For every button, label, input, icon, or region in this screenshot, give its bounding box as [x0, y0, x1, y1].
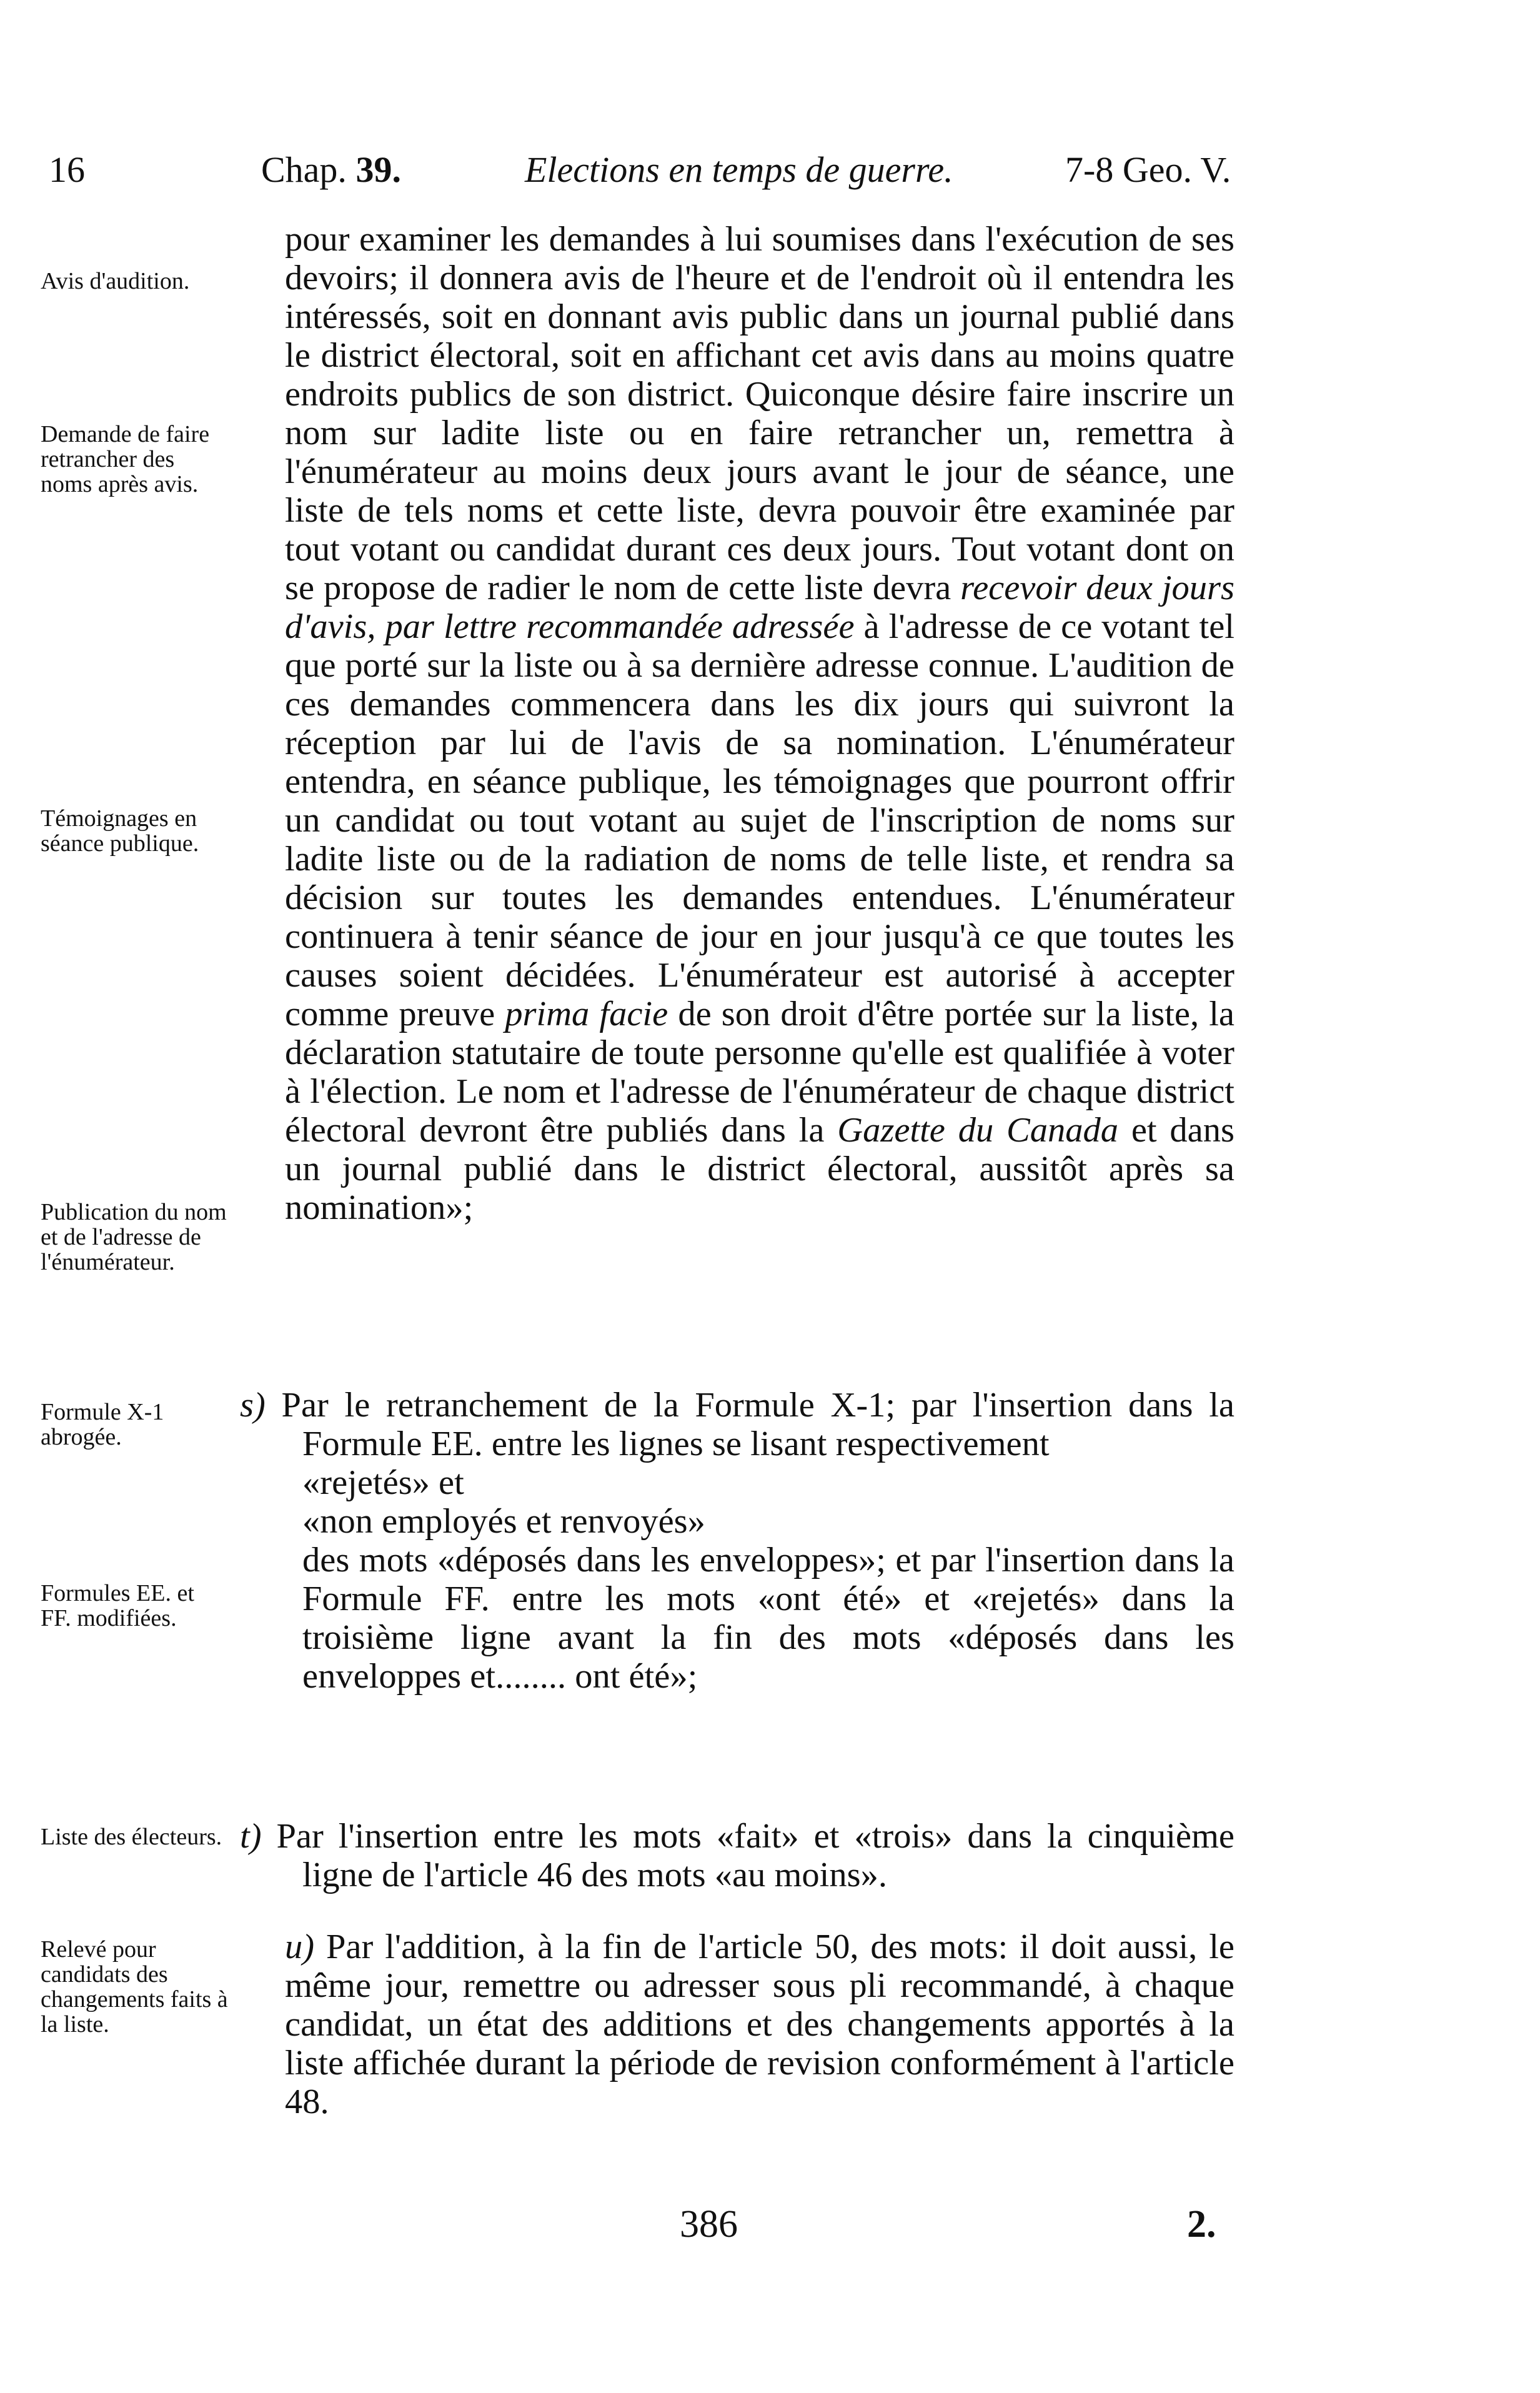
- clause-s-text: [222, 1386, 1234, 1463]
- clause-u: [222, 1928, 1234, 2121]
- clause-label: t): [240, 1817, 262, 1856]
- signature-mark: 2.: [1187, 2203, 1216, 2246]
- margin-note-avis: Avis d'audition.: [41, 268, 190, 294]
- text-run: Par le retranchement de la Formule X-1; par l'insertion dans la Formule EE. entre les lignes se lisant respectivement: [281, 1386, 1234, 1463]
- running-title: Elections en temps de guerre.: [525, 149, 953, 190]
- quote-line: «rejetés» et: [302, 1463, 464, 1502]
- page-number: 16: [49, 149, 85, 190]
- regnal-year-text: 7-8 Geo. V.: [1065, 149, 1231, 190]
- chapter-label: [261, 149, 401, 191]
- text-run: et dans un journal publié dans le district électoral, aussitôt après sa nomination»;: [285, 1111, 1234, 1227]
- clause-s-continuation: des mots «déposés dans les enveloppes»; et par l'insertion dans la Formule FF. entre les mots «ont été» et «rejetés» dans la troisième ligne avant la fin des mots «déposés dans les enveloppes et........ ont été»;: [302, 1541, 1234, 1696]
- text-run: pour examiner les demandes à lui soumises dans l'exécution de ses devoirs; il donnera avis de l'heure et de l'endroit où il entendra les intéressés, soit en donnant avis public dans un journal publié dans le district électoral, soit en affichant cet avis dans au moins quatre endroits publics de son district. Quiconque désire faire inscrire un nom sur ladite liste ou en faire retrancher un, remettra à l'énumérateur au moins deux jours avant le jour de séance, une liste de tels noms et cette liste, devra pouvoir être examinée par tout votant ou candidat durant ces deux jours. Tout votant dont on se propose de radier le nom de cette liste devra: [285, 220, 1234, 607]
- margin-note-demande: Demande de faire retrancher des noms après avis.: [41, 421, 210, 497]
- chapter-number: 39.: [355, 149, 401, 190]
- text-run: Par l'insertion entre les mots «fait» et «trois» dans la cinquième ligne de l'article 46 des mots «au moins».: [276, 1817, 1234, 1894]
- regnal-year: [1065, 149, 1231, 191]
- margin-note-publication: Publication du nom et de l'adresse de l'énumérateur.: [41, 1199, 227, 1275]
- text-run: Par l'addition, à la fin de l'article 50, des mots: il doit aussi, le même jour, remettre ou adresser sous pli recommandé, à chaque candidat, un état des additions et des changements apportés à la liste affichée durant la période de revision conformément à l'article 48.: [285, 1928, 1234, 2121]
- italic-run: prima facie: [505, 995, 668, 1033]
- margin-note-liste: Liste des électeurs.: [41, 1824, 222, 1850]
- paragraph-text: [222, 220, 1234, 1227]
- italic-run: recevoir deux jours d'avis, par lettre recommandée adressée: [285, 569, 1235, 646]
- margin-note-releve: Relevé pour candidats des changements faits à la liste.: [41, 1936, 228, 2037]
- clause-t-text: [222, 1817, 1234, 1894]
- margin-note-temoignages: Témoignages en séance publique.: [41, 805, 199, 857]
- margin-note-formule-x1: Formule X-1 abrogée.: [41, 1399, 164, 1450]
- chapter-prefix: Chap.: [261, 149, 356, 190]
- clause-label: s): [240, 1386, 266, 1425]
- quote-line: «non employés et renvoyés»: [302, 1502, 705, 1541]
- clause-u-text: [222, 1928, 1234, 2121]
- clause-label: u): [285, 1928, 315, 1966]
- italic-run: Gazette du Canada: [837, 1111, 1118, 1150]
- clause-s: [222, 1386, 1234, 1696]
- margin-note-formules-ee-ff: Formules EE. et FF. modifiées.: [41, 1580, 194, 1631]
- clause-t: [222, 1817, 1234, 1894]
- text-run: de son droit d'être portée sur la liste, la déclaration statutaire de toute personne qu'elle est qualifiée à voter à l'élection. Le nom et l'adresse de l'énumérateur de chaque district électoral devront être publiés dans la: [285, 995, 1234, 1150]
- body-paragraph: [222, 220, 1234, 1227]
- text-run: à l'adresse de ce votant tel que porté sur la liste ou à sa dernière adresse connue. L'audition de ces demandes commencera dans les dix jours qui suivront la réception par lui de l'avis de sa nomination. L'énumérateur entendra, en séance publique, les témoignages que pourront offrir un candidat ou tout votant au sujet de l'inscription de noms sur ladite liste ou de la radiation de noms de telle liste, et rendra sa décision sur toutes les demandes entendues. L'énumérateur continuera à tenir séance de jour en jour jusqu'à ce que toutes les causes soient décidées. L'énumérateur est autorisé à accepter comme preuve: [285, 607, 1234, 1033]
- folio-number: 386: [680, 2203, 738, 2246]
